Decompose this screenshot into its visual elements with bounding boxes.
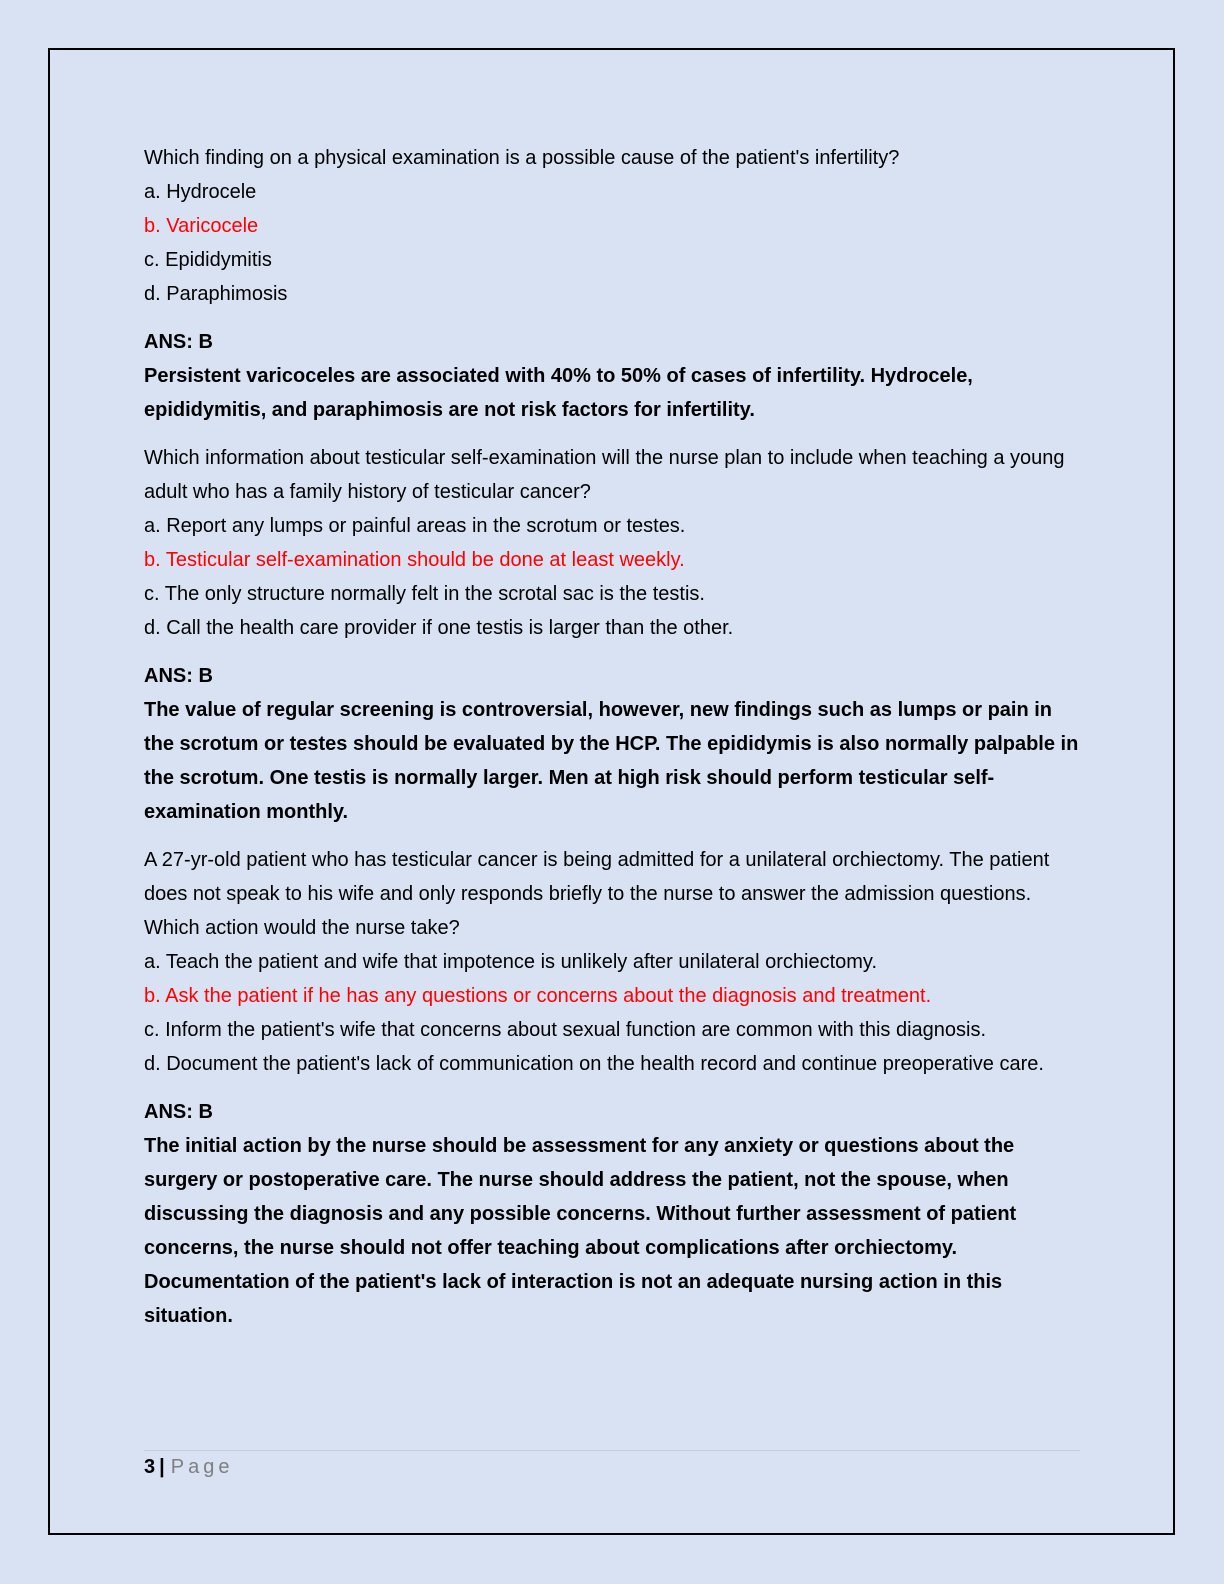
- document-content: [144, 141, 1079, 1347]
- option-a: a. Report any lumps or painful areas in the scrotum or testes.: [144, 515, 686, 537]
- footer-separator: |: [159, 1456, 165, 1478]
- answer-2: [144, 659, 1079, 829]
- page-number: 3: [144, 1456, 156, 1478]
- rationale: Persistent varicoceles are associated with 40% to 50% of cases of infertility. Hydrocele, epididymitis, and paraphimosis are not risk factors for infertility.: [144, 365, 973, 421]
- option-c: c. Epididymitis: [144, 249, 272, 271]
- question-2: [144, 441, 1079, 645]
- answer-1: [144, 325, 1079, 427]
- page-footer: [144, 1452, 233, 1482]
- rationale: The initial action by the nurse should be assessment for any anxiety or questions about the surgery or postoperative care. The nurse should address the patient, not the spouse, when discussing the diagnosis and any possible concerns. Without further assessment of patient concerns, the nurse should not offer teaching about complications after orchiectomy. Documentation of the patient's lack of interaction is not an adequate nursing action in this situation.: [144, 1135, 1017, 1327]
- option-d: d. Document the patient's lack of communication on the health record and continue preoperative care.: [144, 1053, 1044, 1075]
- option-a: a. Hydrocele: [144, 181, 257, 203]
- question-stem: Which information about testicular self-examination will the nurse plan to include when teaching a young adult who has a family history of testicular cancer?: [144, 447, 1065, 503]
- answer-key: ANS: B: [144, 1101, 213, 1123]
- answer-key: ANS: B: [144, 331, 213, 353]
- page-label: Page: [170, 1456, 234, 1478]
- answer-3: [144, 1095, 1079, 1333]
- option-b-correct: b. Ask the patient if he has any questions or concerns about the diagnosis and treatment.: [144, 985, 932, 1007]
- option-c: c. The only structure normally felt in the scrotal sac is the testis.: [144, 583, 705, 605]
- option-d: d. Paraphimosis: [144, 283, 288, 305]
- question-stem: A 27-yr-old patient who has testicular cancer is being admitted for a unilateral orchiectomy. The patient does not speak to his wife and only responds briefly to the nurse to answer the admission questions. Which action would the nurse take?: [144, 849, 1050, 939]
- option-a: a. Teach the patient and wife that impotence is unlikely after unilateral orchiectomy.: [144, 951, 877, 973]
- option-c: c. Inform the patient's wife that concerns about sexual function are common with this diagnosis.: [144, 1019, 987, 1041]
- footer-divider: [144, 1450, 1080, 1451]
- question-3: [144, 843, 1079, 1081]
- question-1: [144, 141, 1079, 311]
- rationale: The value of regular screening is controversial, however, new findings such as lumps or pain in the scrotum or testes should be evaluated by the HCP. The epididymis is also normally palpable in the scrotum. One testis is normally larger. Men at high risk should perform testicular self-examination monthly.: [144, 699, 1079, 823]
- option-d: d. Call the health care provider if one testis is larger than the other.: [144, 617, 734, 639]
- answer-key: ANS: B: [144, 665, 213, 687]
- option-b-correct: b. Varicocele: [144, 215, 259, 237]
- question-stem: Which finding on a physical examination is a possible cause of the patient's infertility?: [144, 147, 900, 169]
- option-b-correct: b. Testicular self-examination should be done at least weekly.: [144, 549, 685, 571]
